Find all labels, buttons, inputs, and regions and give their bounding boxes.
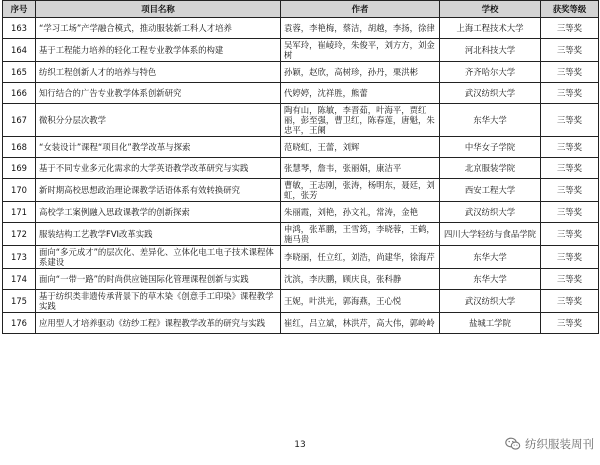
table-row — [3, 137, 599, 158]
table-row — [3, 223, 599, 246]
row-project-name: 高校学工案例融入思政课教学的创新探索 — [36, 202, 281, 223]
table-row — [3, 313, 599, 334]
header-project-name: 项目名称 — [36, 1, 281, 18]
row-school: 东华大学 — [440, 269, 541, 290]
row-no: 173 — [3, 246, 36, 269]
table-header-row — [3, 1, 599, 18]
row-authors: 吴军玲，崔崚玲，朱俊平，刘方方，刘金树 — [281, 39, 440, 62]
row-school: 武汉纺织大学 — [440, 83, 541, 104]
table-row — [3, 104, 599, 137]
row-no: 167 — [3, 104, 36, 137]
table-row — [3, 202, 599, 223]
row-authors: 袁蓉，李艳梅，蔡洁，胡越，李扬，徐律 — [281, 18, 440, 39]
row-project-name: 基于工程能力培养的轻化工程专业教学体系的构建 — [36, 39, 281, 62]
row-school: 四川大学轻纺与食品学院 — [440, 223, 541, 246]
row-school: 东华大学 — [440, 246, 541, 269]
row-authors: 李晓丽，任立红，刘浩，尚建华，徐海芹 — [281, 246, 440, 269]
row-award-level: 三等奖 — [541, 269, 599, 290]
row-school: 河北科技大学 — [440, 39, 541, 62]
wechat-logo-icon — [505, 437, 521, 451]
row-project-name: 服装结构工艺教学FVI改革实践 — [36, 223, 281, 246]
header-authors: 作者 — [281, 1, 440, 18]
row-award-level: 三等奖 — [541, 179, 599, 202]
row-no: 166 — [3, 83, 36, 104]
row-authors: 申鸿，张革鹏，王雪筠，李晓蓉，王鹤，施马贵 — [281, 223, 440, 246]
table-row — [3, 39, 599, 62]
row-authors: 张慧琴，詹韦，张丽娟，康洁平 — [281, 158, 440, 179]
row-authors: 朱丽霞，刘艳，孙文礼，常涛，金艳 — [281, 202, 440, 223]
row-school: 东华大学 — [440, 104, 541, 137]
header-school: 学校 — [440, 1, 541, 18]
header-award-level: 获奖等级 — [541, 1, 599, 18]
awards-table — [2, 0, 599, 334]
row-no: 169 — [3, 158, 36, 179]
row-school: 北京服装学院 — [440, 158, 541, 179]
row-award-level: 三等奖 — [541, 313, 599, 334]
row-authors: 崔红，吕立斌，林洪芹，高大伟，郭岭岭 — [281, 313, 440, 334]
row-award-level: 三等奖 — [541, 202, 599, 223]
row-award-level: 三等奖 — [541, 18, 599, 39]
row-no: 164 — [3, 39, 36, 62]
row-school: 西安工程大学 — [440, 179, 541, 202]
row-school: 盐城工学院 — [440, 313, 541, 334]
row-project-name: “女装设计”课程“项目化”教学改革与探索 — [36, 137, 281, 158]
row-project-name: 面向“一带一路”的时尚供应链国际化管理课程创新与实践 — [36, 269, 281, 290]
row-award-level: 三等奖 — [541, 62, 599, 83]
row-authors: 代婷婷，沈祥胜，熊蕾 — [281, 83, 440, 104]
row-authors: 孙颖，赵欣，高树珍，孙丹，栗洪彬 — [281, 62, 440, 83]
row-project-name: 新时期高校思想政治理论课教学话语体系有效转换研究 — [36, 179, 281, 202]
row-authors: 沈滨，李庆鹏，顾庆良，张科静 — [281, 269, 440, 290]
row-project-name: 知行结合的广告专业教学体系创新研究 — [36, 83, 281, 104]
row-no: 176 — [3, 313, 36, 334]
page-number: 13 — [294, 440, 306, 450]
table-row — [3, 290, 599, 313]
row-school: 齐齐哈尔大学 — [440, 62, 541, 83]
table-row — [3, 269, 599, 290]
table-row — [3, 158, 599, 179]
row-project-name: 纺织工程创新人才的培养与特色 — [36, 62, 281, 83]
row-authors: 范晓虹，王蕾，刘辉 — [281, 137, 440, 158]
header-no: 序号 — [3, 1, 36, 18]
row-project-name: 应用型人才培养驱动《纺纱工程》课程教学改革的研究与实践 — [36, 313, 281, 334]
table-row — [3, 83, 599, 104]
row-school: 武汉纺织大学 — [440, 202, 541, 223]
row-no: 165 — [3, 62, 36, 83]
row-no: 170 — [3, 179, 36, 202]
row-no: 174 — [3, 269, 36, 290]
row-project-name: 基于不同专业多元化需求的大学英语教学改革研究与实践 — [36, 158, 281, 179]
row-authors: 曹敏，王志刚，张涛，杨明东，聂廷，刘虹，张芳 — [281, 179, 440, 202]
row-award-level: 三等奖 — [541, 158, 599, 179]
row-no: 163 — [3, 18, 36, 39]
row-award-level: 三等奖 — [541, 246, 599, 269]
table-row — [3, 62, 599, 83]
row-award-level: 三等奖 — [541, 39, 599, 62]
table-row — [3, 179, 599, 202]
row-school: 上海工程技术大学 — [440, 18, 541, 39]
row-award-level: 三等奖 — [541, 104, 599, 137]
row-award-level: 三等奖 — [541, 223, 599, 246]
row-authors: 王妮，叶洪光，郭海燕，王心悦 — [281, 290, 440, 313]
row-project-name: 微积分分层次教学 — [36, 104, 281, 137]
row-award-level: 三等奖 — [541, 290, 599, 313]
row-award-level: 三等奖 — [541, 137, 599, 158]
row-no: 168 — [3, 137, 36, 158]
table-row — [3, 18, 599, 39]
row-project-name: 面向“多元成才”的层次化、差异化、立体化电工电子技术课程体系建设 — [36, 246, 281, 269]
row-project-name: “学习工场”产学融合模式，推动服装新工科人才培养 — [36, 18, 281, 39]
row-authors: 陶有山，陈敏，李晋茹，叶海平，贾红丽，彭至强，曹卫红，陈春莲，唐魁，朱忠平，王阑 — [281, 104, 440, 137]
row-project-name: 基于纺织类非遗传承背景下的草木染《创意手工印染》课程教学实践 — [36, 290, 281, 313]
row-no: 175 — [3, 290, 36, 313]
row-no: 171 — [3, 202, 36, 223]
row-award-level: 三等奖 — [541, 83, 599, 104]
row-no: 172 — [3, 223, 36, 246]
row-school: 中华女子学院 — [440, 137, 541, 158]
table-row — [3, 246, 599, 269]
watermark — [505, 436, 594, 452]
watermark-text: 纺织服装周刊 — [525, 437, 594, 451]
row-school: 武汉纺织大学 — [440, 290, 541, 313]
